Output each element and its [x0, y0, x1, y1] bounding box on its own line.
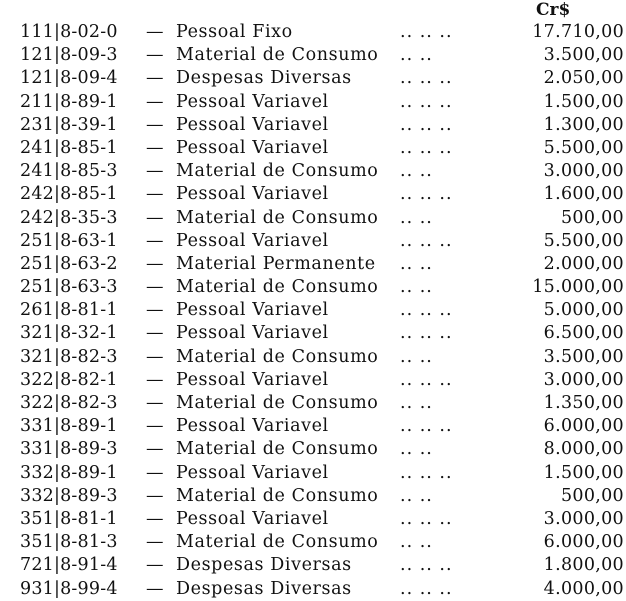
row-dash: — [146, 230, 164, 251]
row-value: 3.000,00 [543, 369, 624, 390]
budget-row [0, 508, 626, 531]
row-value: 5.500,00 [543, 137, 624, 158]
row-code: 331|8-89-1 [20, 416, 118, 437]
row-code: 121|8-09-4 [20, 68, 118, 89]
row-leader-dots: .. .. .. [400, 416, 453, 437]
row-leader-dots: .. .. .. [400, 137, 453, 158]
row-description: Material de Consumo [176, 485, 379, 506]
row-dash: — [146, 253, 164, 274]
row-dash: — [146, 508, 164, 529]
row-description: Pessoal Variavel [176, 369, 329, 390]
budget-rows [0, 21, 626, 601]
row-code: 332|8-89-1 [20, 462, 118, 483]
budget-row [0, 485, 626, 508]
row-code: 251|8-63-3 [20, 277, 118, 298]
row-code: 251|8-63-2 [20, 253, 118, 274]
row-value: 15.000,00 [532, 277, 624, 298]
budget-row [0, 531, 626, 554]
row-code: 332|8-89-3 [20, 485, 118, 506]
row-leader-dots: .. .. .. [400, 555, 453, 576]
budget-row [0, 392, 626, 415]
row-code: 241|8-85-3 [20, 161, 118, 182]
row-code: 242|8-35-3 [20, 207, 118, 228]
row-dash: — [146, 91, 164, 112]
budget-row [0, 114, 626, 137]
budget-row [0, 21, 626, 44]
row-value: 1.500,00 [543, 462, 624, 483]
row-value: 1.350,00 [543, 393, 624, 413]
row-code: 321|8-82-3 [20, 346, 118, 367]
row-value: 3.000,00 [543, 161, 624, 182]
row-leader-dots: .. .. .. [400, 578, 453, 599]
row-value: 3.000,00 [543, 508, 624, 529]
row-description: Pessoal Variavel [176, 323, 329, 344]
row-description: Pessoal Variavel [176, 462, 329, 483]
row-leader-dots: .. .. .. [400, 369, 453, 390]
budget-row [0, 462, 626, 485]
row-description: Despesas Diversas [176, 68, 352, 89]
row-description: Material de Consumo [176, 439, 379, 460]
row-code: 331|8-89-3 [20, 439, 118, 460]
row-value: 3.500,00 [543, 346, 624, 367]
row-value: 5.500,00 [543, 230, 624, 251]
budget-row [0, 415, 626, 438]
row-dash: — [146, 323, 164, 344]
row-description: Despesas Diversas [176, 555, 352, 576]
budget-row [0, 160, 626, 183]
row-dash: — [146, 184, 164, 205]
row-leader-dots: .. .. [400, 45, 433, 66]
row-value: 3.500,00 [543, 45, 624, 66]
row-leader-dots: .. .. .. [400, 300, 453, 321]
row-value: 1.500,00 [543, 91, 624, 112]
row-description: Despesas Diversas [176, 578, 352, 599]
budget-row [0, 578, 626, 601]
row-leader-dots: .. .. .. [400, 91, 453, 112]
budget-row [0, 44, 626, 67]
row-dash: — [146, 393, 164, 413]
row-value: 8.000,00 [543, 439, 624, 460]
budget-row [0, 253, 626, 276]
row-value: 500,00 [560, 485, 624, 506]
row-description: Material de Consumo [176, 277, 379, 298]
row-dash: — [146, 462, 164, 483]
row-value: 1.600,00 [543, 184, 624, 205]
row-dash: — [146, 277, 164, 298]
row-description: Pessoal Fixo [176, 22, 293, 42]
row-dash: — [146, 346, 164, 367]
row-code: 322|8-82-1 [20, 369, 118, 390]
row-dash: — [146, 578, 164, 599]
budget-row [0, 369, 626, 392]
row-dash: — [146, 22, 164, 42]
row-dash: — [146, 114, 164, 135]
row-code: 111|8-02-0 [20, 22, 118, 42]
row-description: Material de Consumo [176, 45, 379, 66]
row-value: 4.000,00 [543, 578, 624, 599]
row-description: Material de Consumo [176, 346, 379, 367]
budget-row [0, 276, 626, 299]
row-leader-dots: .. .. [400, 253, 433, 274]
row-value: 6.000,00 [543, 532, 624, 553]
row-value: 17.710,00 [532, 22, 624, 42]
row-code: 242|8-85-1 [20, 184, 118, 205]
row-dash: — [146, 161, 164, 182]
row-description: Pessoal Variavel [176, 91, 329, 112]
budget-row [0, 183, 626, 206]
row-dash: — [146, 68, 164, 89]
row-description: Pessoal Variavel [176, 184, 329, 205]
row-value: 6.000,00 [543, 416, 624, 437]
row-leader-dots: .. .. [400, 485, 433, 506]
row-description: Material de Consumo [176, 393, 379, 413]
row-value: 1.300,00 [543, 114, 624, 135]
row-leader-dots: .. .. [400, 207, 433, 228]
row-description: Pessoal Variavel [176, 416, 329, 437]
row-leader-dots: .. .. .. [400, 323, 453, 344]
row-code: 211|8-89-1 [20, 91, 118, 112]
budget-row [0, 438, 626, 461]
row-code: 251|8-63-1 [20, 230, 118, 251]
row-code: 351|8-81-3 [20, 532, 118, 553]
row-dash: — [146, 207, 164, 228]
row-leader-dots: .. .. .. [400, 508, 453, 529]
row-code: 241|8-85-1 [20, 137, 118, 158]
row-leader-dots: .. .. .. [400, 230, 453, 251]
budget-row [0, 67, 626, 90]
row-leader-dots: .. .. [400, 439, 433, 460]
currency-header: Cr$ [536, 0, 571, 20]
row-dash: — [146, 369, 164, 390]
row-code: 721|8-91-4 [20, 555, 118, 576]
row-description: Material de Consumo [176, 532, 379, 553]
row-dash: — [146, 300, 164, 321]
row-leader-dots: .. .. .. [400, 462, 453, 483]
row-dash: — [146, 416, 164, 437]
row-leader-dots: .. .. .. [400, 114, 453, 135]
row-leader-dots: .. .. [400, 532, 433, 553]
row-code: 121|8-09-3 [20, 45, 118, 66]
row-leader-dots: .. .. [400, 393, 433, 413]
budget-row [0, 322, 626, 345]
row-description: Pessoal Variavel [176, 508, 329, 529]
row-description: Material de Consumo [176, 207, 379, 228]
row-dash: — [146, 485, 164, 506]
row-dash: — [146, 45, 164, 66]
budget-row [0, 299, 626, 322]
budget-row [0, 346, 626, 369]
row-dash: — [146, 532, 164, 553]
row-description: Material de Consumo [176, 161, 379, 182]
row-description: Pessoal Variavel [176, 114, 329, 135]
row-leader-dots: .. .. [400, 161, 433, 182]
budget-row [0, 230, 626, 253]
row-code: 231|8-39-1 [20, 114, 118, 135]
row-value: 2.050,00 [543, 68, 624, 89]
row-dash: — [146, 439, 164, 460]
row-leader-dots: .. .. .. [400, 184, 453, 205]
row-code: 321|8-32-1 [20, 323, 118, 344]
row-dash: — [146, 555, 164, 576]
row-value: 6.500,00 [543, 323, 624, 344]
budget-row [0, 207, 626, 230]
budget-row [0, 91, 626, 114]
row-value: 2.000,00 [543, 253, 624, 274]
row-leader-dots: .. .. .. [400, 68, 453, 89]
row-leader-dots: .. .. .. [400, 22, 453, 42]
row-description: Pessoal Variavel [176, 137, 329, 158]
row-description: Pessoal Variavel [176, 230, 329, 251]
row-leader-dots: .. .. [400, 346, 433, 367]
row-leader-dots: .. .. [400, 277, 433, 298]
row-dash: — [146, 137, 164, 158]
budget-row [0, 554, 626, 577]
budget-row [0, 137, 626, 160]
row-code: 351|8-81-1 [20, 508, 118, 529]
row-value: 1.800,00 [543, 555, 624, 576]
row-code: 261|8-81-1 [20, 300, 118, 321]
row-code: 931|8-99-4 [20, 578, 118, 599]
row-description: Pessoal Variavel [176, 300, 329, 321]
row-code: 322|8-82-3 [20, 393, 118, 413]
row-value: 500,00 [560, 207, 624, 228]
row-description: Material Permanente [176, 253, 376, 274]
row-value: 5.000,00 [543, 300, 624, 321]
